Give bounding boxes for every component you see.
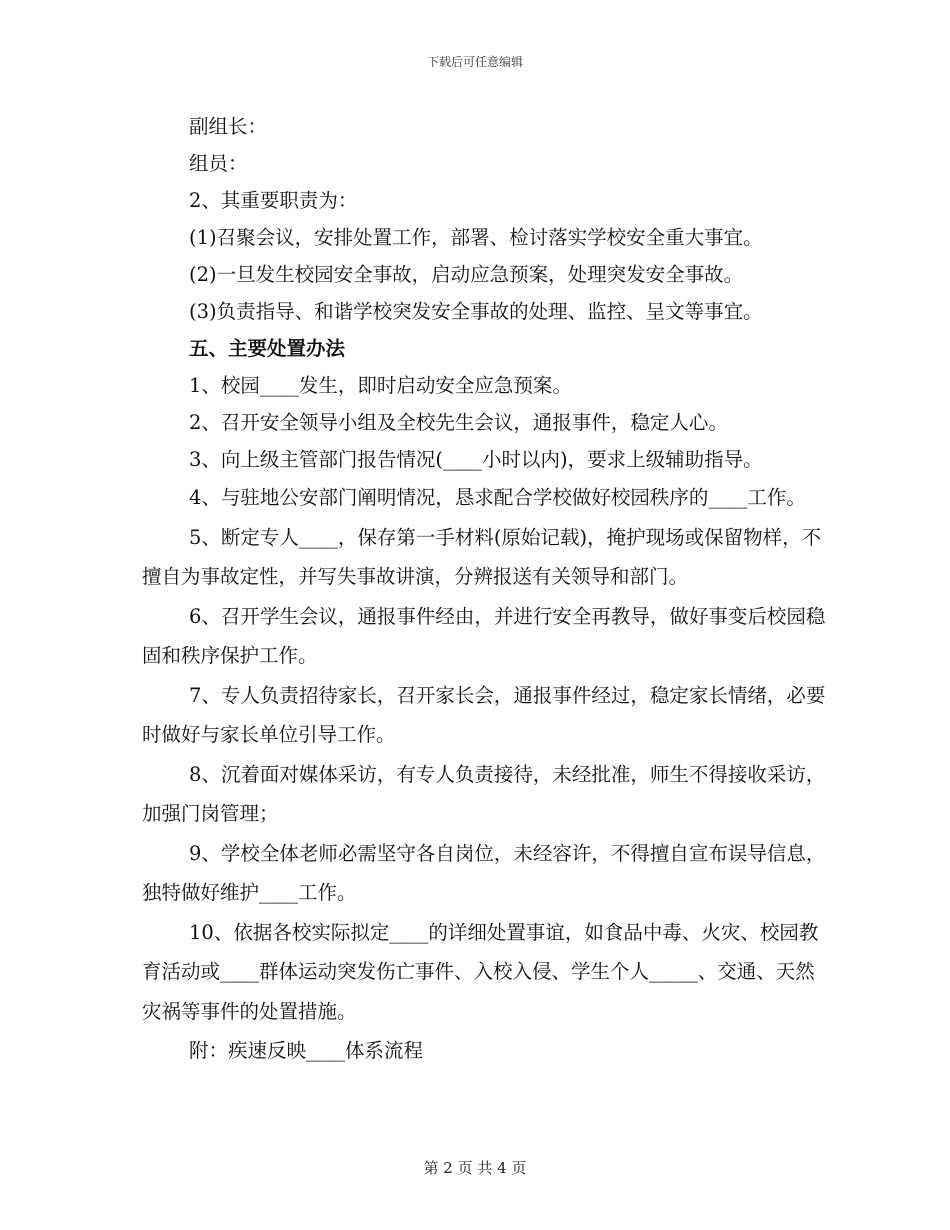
method-item-4: 4、与驻地公安部门阐明情况，恳求配合学校做好校园秩序的____工作。 xyxy=(189,486,806,509)
appendix-line: 附：疾速反映____体系流程 xyxy=(189,1039,424,1062)
method-item-8: 8、沉着面对媒体采访，有专人负责接待，未经批准，师生不得接收采访，加强门岗管理； xyxy=(142,762,826,825)
duty-item-1: (1)召聚会议，安排处置工作，部署、检讨落实学校安全重大事宜。 xyxy=(189,226,763,249)
page-header: 下载后可任意编辑 xyxy=(426,55,523,69)
method-item-1: 1、校园____发生，即时启动安全应急预案。 xyxy=(189,374,572,397)
method-item-10: 10、依据各校实际拟定____的详细处置事谊，如食品中毒、火灾、校园教育活动或____群体运动突发伤亡事件、入校入侵、学生个人_____、交通、天然灾祸等事件的处置措施。 xyxy=(142,920,819,1023)
method-item-7: 7、专人负责招待家长，召开家长会，通报事件经过，稳定家长情绪，必要时做好与家长单位引导工作。 xyxy=(142,683,826,746)
method-item-5: 5、断定专人____，保存第一手材料(原始记载)，掩护现场或保留物样，不擅自为事故定性，并写失事故讲演，分辨报送有关领导和部门。 xyxy=(142,525,822,588)
method-item-2: 2、召开安全领导小组及全校先生会议，通报事件，稳定人心。 xyxy=(189,411,728,434)
method-item-9: 9、学校全体老师必需坚守各自岗位，未经容许，不得擅自宣布误导信息，独特做好维护____工作。 xyxy=(142,841,826,904)
page-footer: 第 2 页 共 4 页 xyxy=(423,1159,527,1177)
duty-item-2: (2)一旦发生校园安全事故，启动应急预案，处理突发安全事故。 xyxy=(189,263,744,286)
section-heading-5: 五、主要处置办法 xyxy=(189,337,346,360)
members-line: 组员： xyxy=(189,152,248,175)
method-item-3: 3、向上级主管部门报告情况(____小时以内)，要求上级辅助指导。 xyxy=(189,448,763,471)
deputy-leader-line: 副组长： xyxy=(189,115,268,138)
duty-item-3: (3)负责指导、和谐学校突发安全事故的处理、监控、呈文等事宜。 xyxy=(189,300,763,323)
duties-heading: 2、其重要职责为： xyxy=(189,189,358,212)
document-body xyxy=(142,108,827,1071)
method-item-6: 6、召开学生会议，通报事件经由，并进行安全再教导，做好事变后校园稳固和秩序保护工作。 xyxy=(142,604,826,667)
